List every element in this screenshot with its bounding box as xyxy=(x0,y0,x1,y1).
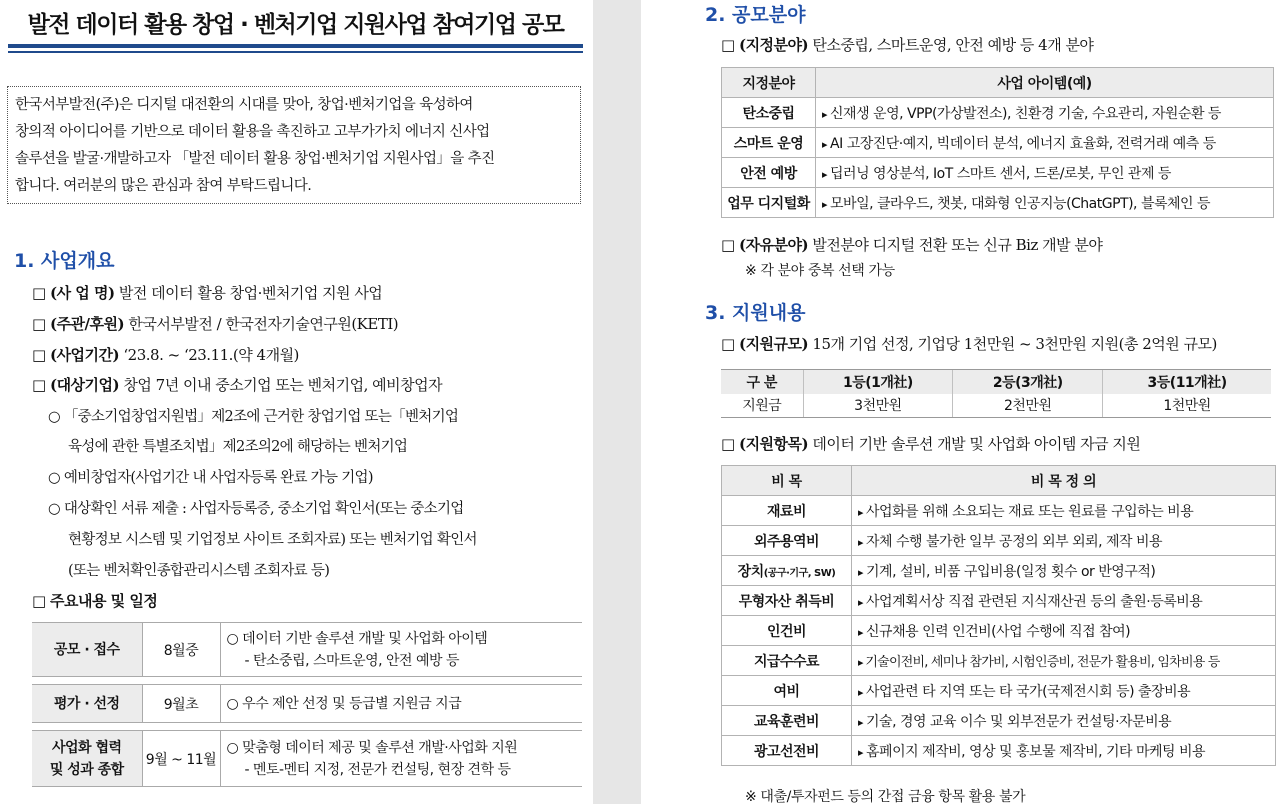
cost-name: 교육훈련비 xyxy=(722,706,852,736)
schedule-stage-line: 및 성과 종합 xyxy=(49,761,124,778)
field-items: ▸ 신재생 운영, VPP(가상발전소), 친환경 기술, 수요관리, 자원순환 등 xyxy=(816,98,1274,128)
cost-def: ▸ 기술, 경영 교육 이수 및 외부전문가 컨설팅·자문비용 xyxy=(852,706,1276,736)
item-label: (사 업 명) xyxy=(49,284,115,302)
checkbox-icon: □ xyxy=(721,335,735,353)
cost-def: ▸ 기술이전비, 세미나 참가비, 시험인증비, 전문가 활용비, 임차비용 등 xyxy=(852,646,1276,676)
item-text: 탄소중립, 스마트운영, 안전 예방 등 4개 분야 xyxy=(812,36,1094,54)
table-row xyxy=(722,188,1274,218)
table-row xyxy=(722,98,1274,128)
field-name: 스마트 운영 xyxy=(722,128,816,158)
table-row xyxy=(722,676,1276,706)
support-scale-line xyxy=(721,333,1217,354)
right-page xyxy=(641,0,1277,804)
overview-item xyxy=(32,374,442,395)
circle-bullet: ○ xyxy=(48,409,60,425)
cost-name: 여비 xyxy=(722,676,852,706)
table-row xyxy=(722,526,1276,556)
cost-name: 무형자산 취득비 xyxy=(722,586,852,616)
intro-line: 창의적 아이디어를 기반으로 데이터 활용을 촉진하고 고부가가치 에너지 신사업 xyxy=(15,124,490,140)
item-text: 15개 기업 선정, 기업당 1천만원 ~ 3천만원 지원(총 2억원 규모) xyxy=(812,335,1217,353)
cost-name-sub: (공구·기구, SW) xyxy=(763,567,836,579)
checkbox-icon: □ xyxy=(721,236,735,254)
item-text: 데이터 기반 솔루션 개발 및 사업화 아이템 자금 지원 xyxy=(812,435,1141,453)
tier-value: 3천만원 xyxy=(803,394,953,418)
section-1-title: 1. 사업개요 xyxy=(14,250,115,272)
intro-line: 솔루션을 발굴·개발하고자 「발전 데이터 활용 창업·벤처기업 지원사업」을 추진 xyxy=(15,151,495,167)
field-items: ▸ 모바일, 클라우드, 챗봇, 대화형 인공지능(ChatGPT), 블록체인 등 xyxy=(816,188,1274,218)
schedule-desc xyxy=(220,623,582,677)
page-title: 발전 데이터 활용 창업 · 벤처기업 지원사업 참여기업 공모 xyxy=(27,12,564,38)
tier-header: 구 분 xyxy=(721,370,803,394)
eligibility-line xyxy=(48,466,373,487)
eligibility-line xyxy=(48,405,458,426)
cost-def: ▸ 자체 수행 불가한 일부 공정의 외부 외뢰, 제작 비용 xyxy=(852,526,1276,556)
schedule-when: 9월 ~ 11월 xyxy=(142,731,220,787)
eligibility-text: 「중소기업창업지원법」제2조에 근거한 창업기업 또는「벤처기업 xyxy=(63,409,459,425)
cost-table-header: 비 목 xyxy=(722,466,852,496)
item-text: 한국서부발전 / 한국전자기술연구원(KETI) xyxy=(128,315,399,333)
field-name: 탄소중립 xyxy=(722,98,816,128)
designated-field-line xyxy=(721,34,1093,55)
tier-value: 2천만원 xyxy=(953,394,1103,418)
item-text: 발전분야 디지털 전환 또는 신규 Biz 개발 분야 xyxy=(812,236,1103,254)
item-label: (지원규모) xyxy=(738,335,809,353)
cost-def: ▸ 사업관련 타 지역 또는 타 국가(국제전시회 등) 출장비용 xyxy=(852,676,1276,706)
schedule-row xyxy=(32,685,582,723)
schedule-desc-line: ○ 데이터 기반 솔루션 개발 및 사업화 아이템 xyxy=(226,630,488,647)
field-items: ▸ 딥러닝 영상분석, IoT 스마트 센서, 드론/로봇, 무인 관제 등 xyxy=(816,158,1274,188)
schedule-stage-line: 사업화 협력 xyxy=(52,739,122,756)
circle-bullet: ○ xyxy=(48,470,60,486)
cost-def: ▸ 신규채용 인력 인건비(사업 수행에 직접 참여) xyxy=(852,616,1276,646)
cost-name: 재료비 xyxy=(722,496,852,526)
section-3-title: 3. 지원내용 xyxy=(705,302,806,324)
duplicate-note: ※ 각 분야 중복 선택 가능 xyxy=(745,263,895,279)
cost-table xyxy=(721,465,1276,766)
item-text: 창업 7년 이내 중소기업 또는 벤처기업, 예비창업자 xyxy=(123,376,443,394)
tier-value: 1천만원 xyxy=(1103,394,1271,418)
schedule-row xyxy=(32,731,582,787)
table-row xyxy=(722,616,1276,646)
circle-bullet: ○ xyxy=(48,501,60,517)
item-label: (사업기간) xyxy=(49,346,120,364)
schedule-desc-line: ○ 맞춤형 데이터 제공 및 솔루션 개발·사업화 지원 xyxy=(226,739,518,756)
tier-header: 2등(3개社) xyxy=(953,370,1103,394)
eligibility-text-cont: 현황정보 시스템 및 기업정보 사이트 조회자료) 또는 벤처기업 확인서 xyxy=(68,532,477,548)
table-row xyxy=(722,128,1274,158)
schedule-desc: ○ 우수 제안 선정 및 등급별 지원금 지급 xyxy=(220,685,582,723)
cost-def: ▸ 기계, 설비, 비품 구입비용(일정 횟수 or 반영구적) xyxy=(852,556,1276,586)
cost-def: ▸ 사업화를 위해 소요되는 재료 또는 원료를 구입하는 비용 xyxy=(852,496,1276,526)
table-row xyxy=(722,706,1276,736)
schedule-row xyxy=(32,623,582,677)
item-text: 발전 데이터 활용 창업·벤처기업 지원 사업 xyxy=(118,284,383,302)
checkbox-icon: □ xyxy=(32,315,46,333)
cost-name-main: 장치 xyxy=(737,563,764,580)
cost-def: ▸ 사업계획서상 직접 관련된 지식재산권 등의 출원·등록비용 xyxy=(852,586,1276,616)
left-page xyxy=(0,0,593,804)
schedule-when: 9월초 xyxy=(142,685,220,723)
cost-name: 인건비 xyxy=(722,616,852,646)
intro-line: 한국서부발전(주)은 디지털 대전환의 시대를 맞아, 창업·벤처기업을 육성하여 xyxy=(15,97,473,113)
schedule-table xyxy=(32,622,582,787)
tier-header: 1등(1개社) xyxy=(803,370,953,394)
cost-name xyxy=(722,556,852,586)
item-label: (지정분야) xyxy=(738,36,809,54)
item-text: ‘23.8. ~ ‘23.11.(약 4개월) xyxy=(123,346,299,364)
checkbox-icon: □ xyxy=(721,36,735,54)
schedule-when: 8월중 xyxy=(142,623,220,677)
cost-def: ▸ 홈페이지 제작비, 영상 및 홍보물 제작비, 기타 마케팅 비용 xyxy=(852,736,1276,766)
table-row xyxy=(722,496,1276,526)
eligibility-line xyxy=(48,497,464,518)
table-row xyxy=(722,646,1276,676)
eligibility-text-cont: 육성에 관한 특별조치법」제2조의2에 해당하는 벤처기업 xyxy=(68,439,408,455)
item-label: (주관/후원) xyxy=(49,315,125,333)
cost-table-header: 비 목 정 의 xyxy=(852,466,1276,496)
overview-item xyxy=(32,282,382,303)
table-row xyxy=(722,736,1276,766)
intro-line: 합니다. 여러분의 많은 관심과 참여 부탁드립니다. xyxy=(15,178,312,194)
checkbox-icon: □ xyxy=(32,592,46,610)
table-row xyxy=(722,556,1276,586)
support-item-line xyxy=(721,433,1140,454)
field-table-header: 지정분야 xyxy=(722,68,816,98)
field-table-header: 사업 아이템(예) xyxy=(816,68,1274,98)
schedule-stage: 공모 · 접수 xyxy=(32,623,142,677)
item-label: (대상기업) xyxy=(49,376,120,394)
eligibility-text: 예비창업자(사업기간 내 사업자등록 완료 가능 기업) xyxy=(63,470,373,486)
tier-table xyxy=(721,369,1271,418)
footnote: ※ 대출/투자펀드 등의 간접 금융 항목 활용 불가 xyxy=(745,789,1026,804)
eligibility-text-cont: (또는 벤처확인종합관리시스템 조회자료 등) xyxy=(68,563,330,579)
overview-item xyxy=(32,313,398,334)
overview-item xyxy=(32,344,299,365)
tier-header: 3등(11개社) xyxy=(1103,370,1271,394)
intro-box xyxy=(7,86,581,204)
checkbox-icon: □ xyxy=(32,284,46,302)
schedule-desc-line: - 탄소중립, 스마트운영, 안전 예방 등 xyxy=(244,652,460,669)
schedule-label: 주요내용 및 일정 xyxy=(49,592,158,610)
schedule-stage xyxy=(32,731,142,787)
title-banner xyxy=(8,4,583,48)
cost-name: 광고선전비 xyxy=(722,736,852,766)
tier-value: 지원금 xyxy=(721,394,803,418)
item-label: (지원항목) xyxy=(738,435,809,453)
table-row xyxy=(722,158,1274,188)
schedule-heading xyxy=(32,590,157,611)
section-2-title: 2. 공모분야 xyxy=(705,4,806,26)
field-name: 업무 디지털화 xyxy=(722,188,816,218)
checkbox-icon: □ xyxy=(32,346,46,364)
field-items: ▸ AI 고장진단·예지, 빅데이터 분석, 에너지 효율화, 전력거래 예측 등 xyxy=(816,128,1274,158)
checkbox-icon: □ xyxy=(721,435,735,453)
field-name: 안전 예방 xyxy=(722,158,816,188)
checkbox-icon: □ xyxy=(32,376,46,394)
schedule-stage: 평가 · 선정 xyxy=(32,685,142,723)
eligibility-text: 대상확인 서류 제출 : 사업자등록증, 중소기업 확인서(또는 중소기업 xyxy=(63,501,464,517)
free-field-line xyxy=(721,234,1102,255)
schedule-desc-line: - 멘토-멘티 지정, 전문가 컨설팅, 현장 견학 등 xyxy=(244,761,511,778)
item-label: (자유분야) xyxy=(738,236,809,254)
cost-name: 지급수수료 xyxy=(722,646,852,676)
cost-name: 외주용역비 xyxy=(722,526,852,556)
field-table xyxy=(721,67,1274,218)
schedule-desc xyxy=(220,731,582,787)
table-row xyxy=(722,586,1276,616)
